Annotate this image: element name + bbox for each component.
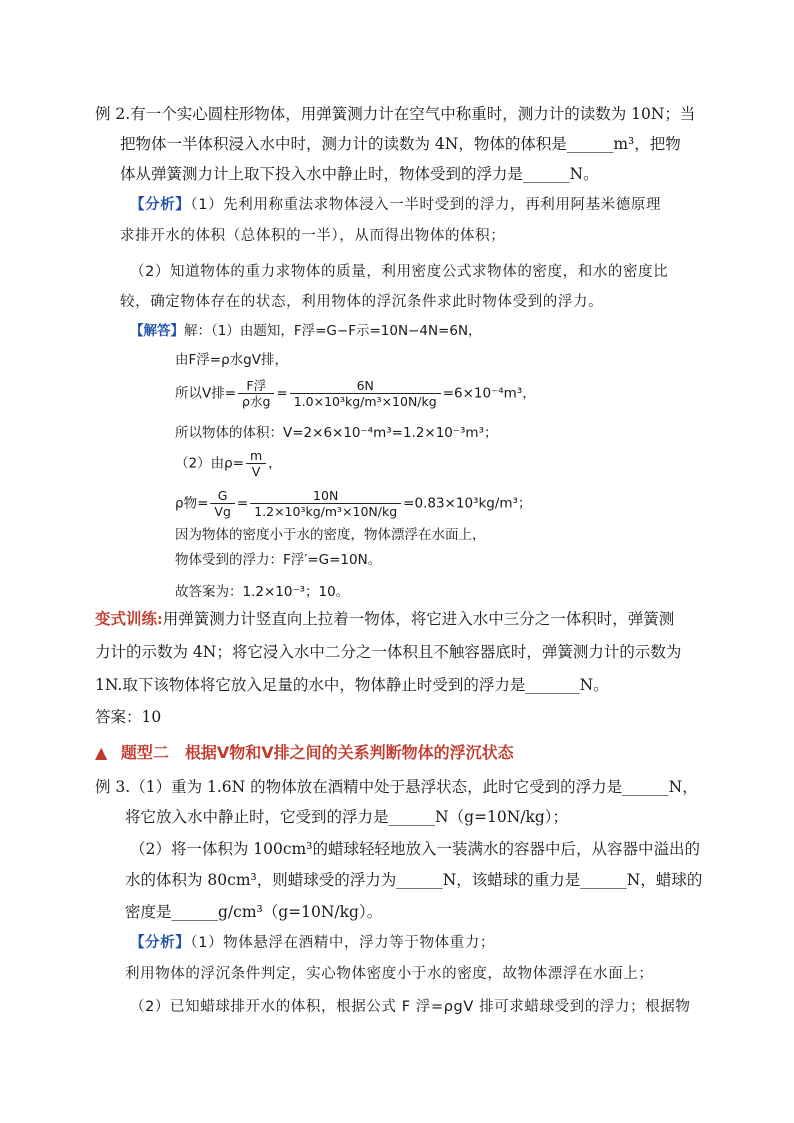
example2-line2: 把物体一半体积浸入水中时，测力计的读数为 4N，物体的体积是______m³，把物 [120,135,681,153]
analysis1-line3: （2）知道物体的重力求物体的质量，利用密度公式求物体的密度，和水的密度比 [130,264,669,280]
solution-s5 [175,448,282,479]
analysis-tag: 【分析】 [130,935,191,951]
fraction-gvg [210,488,235,519]
solution-s1: 解：（1）由题知，F浮=G−F示=10N−4N=6N， [184,323,482,339]
fraction-den: 1.0×10³kg/m³×10N/kg [293,394,437,409]
analysis3-text1: （1）物体悬浮在酒精中，浮力等于物体重力； [190,935,495,951]
analysis3-line2: 利用物体的浮沉条件判定，实心物体密度小于水的密度，故物体漂浮在水面上； [125,966,654,982]
fraction-den: V [251,464,261,479]
variant-line1 [95,608,674,630]
triangle-marker-icon: ▲ [95,743,108,762]
solution-s5-prefix: （2）由ρ= [175,455,244,472]
analysis1-line2: 求排开水的体积（总体积的一半），从而得出物体的体积； [120,228,506,244]
solution-s3: 所以V排= $\frac{\text{F浮}}{\text{ρ水g}}$ = $\frac{6N}{\text{1.0×10³kg/m³×10N/kg}}$ =6×10⁻⁴m³， [175,378,536,409]
solution-s7: 因为物体的密度小于水的密度，物体漂浮在水面上， [175,527,486,543]
solution-s5-suffix: ， [268,455,282,472]
fraction-mv [246,448,266,479]
solution-s3-result: =6×10⁻⁴m³， [442,385,536,402]
example3-line1: 例 3.（1）重为 1.6N 的物体放在酒精中处于悬浮状态，此时它受到的浮力是______N， [95,778,698,796]
solution-s3-prefix: 所以V排= [175,385,237,402]
solution-s6-result: =0.83×10³kg/m³； [403,495,532,512]
fraction-density-values [250,488,401,519]
topic2-heading [95,740,514,763]
fraction-num: 6N [290,378,441,394]
fraction-num: G [210,488,235,504]
solution-s9: 故答案为：1.2×10⁻³；10。 [175,584,350,600]
solution-line1 [130,321,482,341]
solution-s4: 所以物体的体积：V=2×6×10⁻⁴m³=1.2×10⁻³m³； [175,425,498,441]
solution-s6-prefix: ρ物= [175,495,209,512]
solution-s6: ρ物= $\frac{G}{Vg}$ = $\frac{10N}{\text{1.2×10³kg/m³×10N/kg}}$ =0.83×10³kg/m³； [175,488,532,519]
variant-text1: 用弹簧测力计竖直向上拉着一物体，将它进入水中三分之一体积时，弹簧测 [162,610,675,628]
fraction-num: F浮 [238,378,274,394]
fraction-num: 10N [250,488,401,504]
analysis-tag: 【分析】 [130,197,191,213]
variant-answer: 答案：10 [95,708,162,726]
example2-line3: 体从弹簧测力计上取下投入水中静止时，物体受到的浮力是______N。 [120,165,599,183]
example3-line5: 密度是______g/cm³（g=10N/kg）。 [125,903,383,921]
analysis1-line4: 较，确定物体存在的状态，利用物体的浮沉条件求此时物体受到的浮力。 [120,294,604,310]
fraction-num: m [246,448,266,464]
analysis1-text1: （1）先利用称重法求物体浸入一半时受到的浮力，再利用阿基米德原理 [190,197,662,213]
fraction-den: ρ水g [242,394,271,409]
solution-tag: 【解答】 [130,323,184,339]
fraction-values [290,378,441,409]
example3-line4: 水的体积为 80cm³，则蜡球受的浮力为______N，该蜡球的重力是______N，蜡球的 [125,871,703,889]
fraction-fv [238,378,274,409]
analysis3-line3: （2）已知蜡球排开水的体积，根据公式 F 浮=ρgV 排可求蜡球受到的浮力；根据物 [130,999,691,1015]
example2-line1: 例 2.有一个实心圆柱形物体，用弹簧测力计在空气中称重时，测力计的读数为 10N；当 [95,105,696,123]
fraction-den: 1.2×10³kg/m³×10N/kg [254,504,398,519]
solution-s2: 由F浮=ρ水gV排， [175,352,288,368]
analysis3-line1 [130,933,495,953]
variant-line2: 力计的示数为 4N；将它浸入水中二分之一体积且不触容器底时，弹簧测力计的示数为 [95,643,682,661]
solution-s8: 物体受到的浮力：F浮′=G=10N。 [175,552,382,568]
analysis1-line1 [130,195,661,215]
example3-line3: （2）将一体积为 100cm³的蜡球轻轻地放入一装满水的容器中后，从容器中溢出的 [130,840,700,858]
topic2-title: 题型二 根据V物和V排之间的关系判断物体的浮沉状态 [120,743,514,762]
variant-tag: 变式训练: [95,609,163,628]
variant-line3: 1N.取下该物体将它放入足量的水中，物体静止时受到的浮力是_______N。 [95,676,609,694]
fraction-den: Vg [214,504,231,519]
example3-line2: 将它放入水中静止时，它受到的浮力是______N（g=10N/kg）； [125,808,569,826]
